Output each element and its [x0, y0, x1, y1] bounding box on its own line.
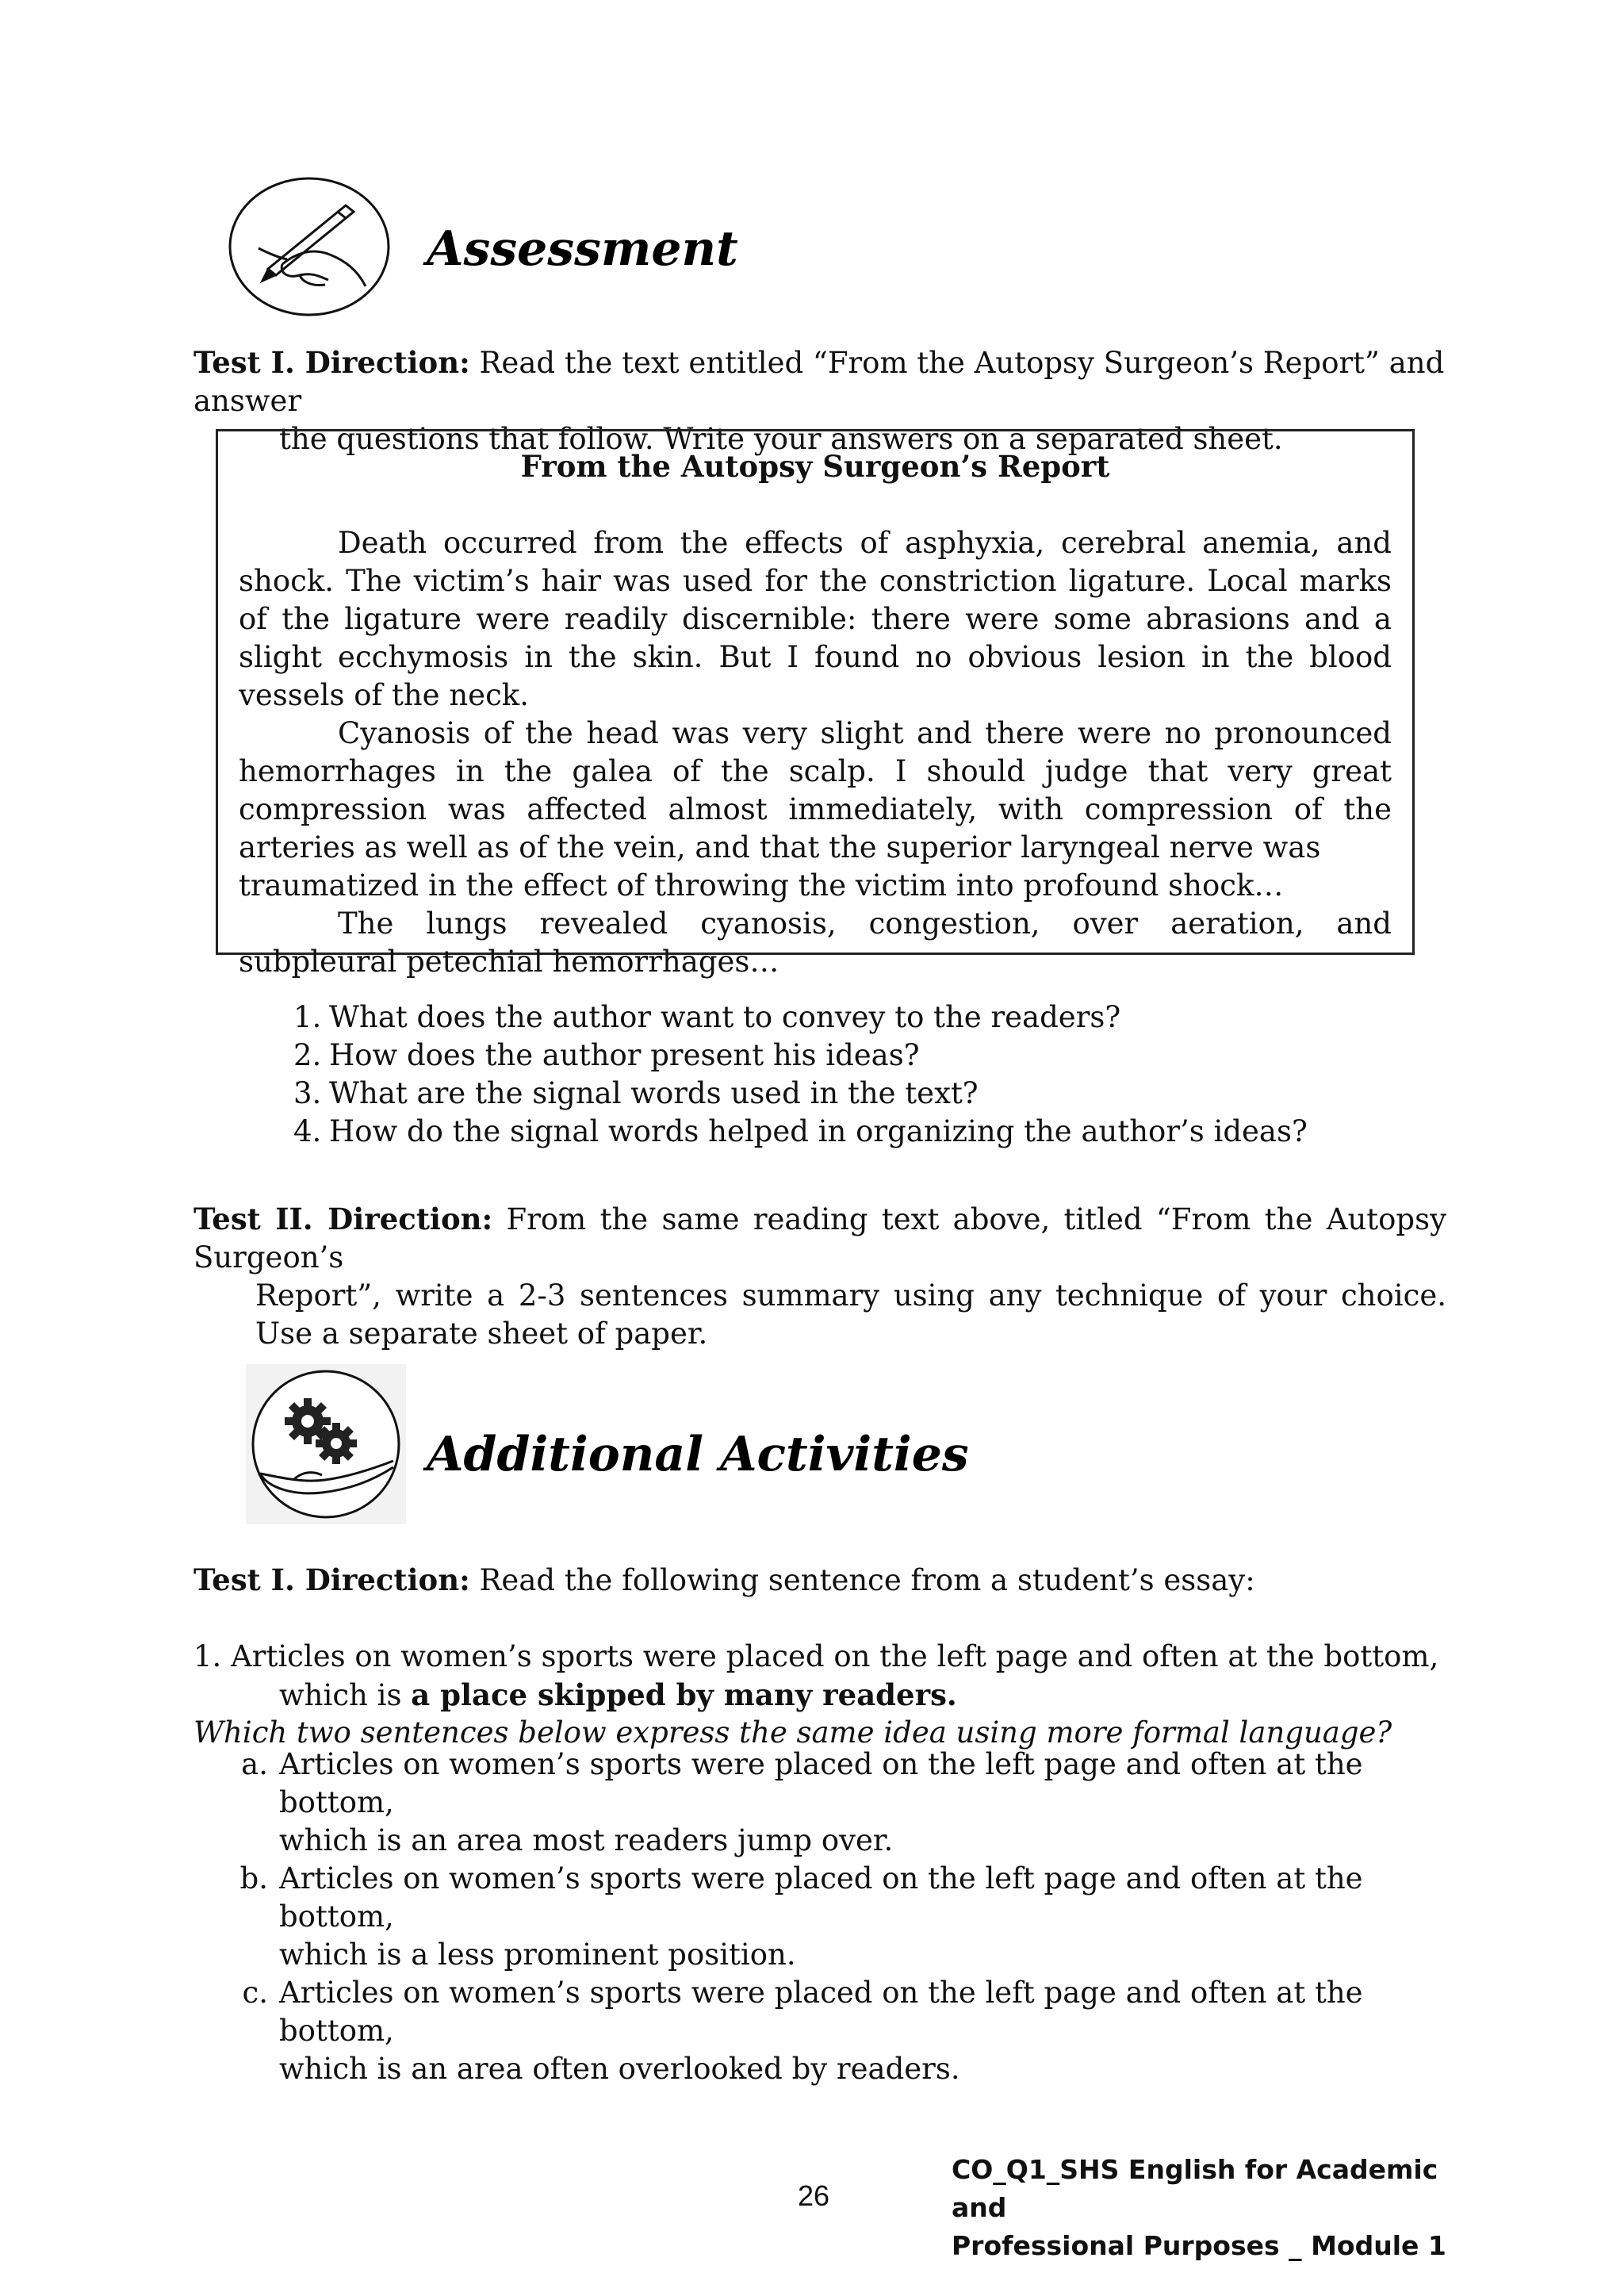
question-number: 3. [293, 1076, 322, 1110]
option-item [193, 1860, 1446, 1974]
test1-direction-text-cont: the questions that follow. Write your answers on a separated sheet. [279, 422, 1283, 456]
question-number: 4. [293, 1114, 322, 1148]
reading-text-title: From the Autopsy Surgeon’s Report [520, 449, 1110, 484]
list-item [293, 999, 1324, 1037]
option-item [193, 1746, 1446, 1860]
additional-test1-lead: Test I. Direction: [193, 1562, 470, 1597]
option-letter: a. [241, 1747, 268, 1781]
reading-text-body [239, 524, 1392, 981]
test2-direction [193, 1200, 1446, 1353]
test2-direction-lead: Test II. Direction: [193, 1202, 493, 1236]
activity-item-text: 1. Articles on women’s sports were placed on the left page and often at the bottom, [193, 1639, 1439, 1673]
test1-direction-lead: Test I. Direction: [193, 345, 470, 380]
reading-paragraph: The lungs revealed cyanosis, congestion, over aeration, and subpleural petechial hemorrhages… [239, 907, 1392, 979]
list-item [293, 1037, 1324, 1075]
page-number: 26 [798, 2179, 830, 2212]
question-number: 2. [293, 1038, 322, 1072]
option-list [193, 1746, 1446, 2088]
list-item [293, 1113, 1324, 1151]
test2-direction-text-cont: Report”, write a 2-3 sentences summary using any technique of your choice. Use a separate sheet of paper. [255, 1278, 1446, 1351]
activity-item [193, 1638, 1446, 1715]
option-text-line: which is an area most readers jump over. [279, 1823, 894, 1857]
activity-item-text-plain: which is [279, 1678, 412, 1712]
list-item [293, 1075, 1324, 1113]
option-text-line: which is a less prominent position. [279, 1938, 796, 1972]
activity-question: Which two sentences below express the same idea using more formal language? [193, 1715, 1392, 1750]
activity-item-text-cont [193, 1676, 1446, 1715]
option-item [193, 1974, 1446, 2088]
hand-writing-pen-icon [227, 175, 392, 318]
additional-test1-direction [193, 1561, 1446, 1600]
question-text: What does the author want to convey to the readers? [329, 1000, 1121, 1034]
option-text [279, 1746, 1446, 1860]
section-title-additional-activities: Additional Activities [427, 1427, 969, 1482]
question-text: What are the signal words used in the text? [329, 1076, 979, 1110]
option-text-line: Articles on women’s sports were placed on the left page and often at the bottom, [279, 1747, 1363, 1819]
module-footer-line: CO_Q1_SHS English for Academic and [952, 2154, 1438, 2223]
reading-paragraph: Death occurred from the effects of asphyxia, cerebral anemia, and shock. The victim’s hair was used for the constriction ligature. Local marks of the ligature were readily discernible: there were some abrasions and a slight ecchymosis in the skin. But I found no obvious lesion in the blood vessels of the neck. [239, 526, 1392, 712]
reading-paragraph: Cyanosis of the head was very slight and there were no pronounced hemorrhages in the galea of the scalp. I should judge that very great compression was affected almost immediately, with compression of the arteries as well as of the vein, and that the superior laryngeal nerve was [239, 716, 1392, 864]
option-letter: b. [239, 1861, 268, 1895]
option-letter: c. [242, 1976, 268, 2010]
option-text [279, 1974, 1446, 2088]
additional-test1-text: Read the following sentence from a student’s essay: [469, 1563, 1255, 1597]
option-text-line: Articles on women’s sports were placed on the left page and often at the bottom, [279, 1976, 1363, 2048]
reading-text-box [216, 429, 1415, 979]
activity-item-text-bold: a place skipped by many readers. [411, 1677, 957, 1712]
module-footer-line: Professional Purposes _ Module 1 [952, 2230, 1446, 2261]
reading-paragraph-cont: traumatized in the effect of throwing the victim into profound shock… [239, 868, 1284, 903]
option-text [279, 1860, 1446, 1974]
question-text: How do the signal words helped in organizing the author’s ideas? [329, 1114, 1308, 1148]
gears-on-hand-icon [246, 1364, 406, 1524]
test2-direction-text: From the same reading text above, titled “From the Autopsy Surgeon’s [193, 1202, 1446, 1274]
question-number: 1. [293, 1000, 322, 1034]
question-text: How does the author present his ideas? [329, 1038, 920, 1072]
question-list [293, 999, 1324, 1151]
section-title-assessment: Assessment [427, 221, 738, 277]
option-text-line: Articles on women’s sports were placed on the left page and often at the bottom, [279, 1861, 1363, 1934]
module-footer [952, 2151, 1459, 2265]
option-text-line: which is an area often overlooked by readers. [279, 2052, 960, 2086]
test1-direction-text: Read the text entitled “From the Autopsy Surgeon’s Report” and answer [193, 346, 1445, 418]
